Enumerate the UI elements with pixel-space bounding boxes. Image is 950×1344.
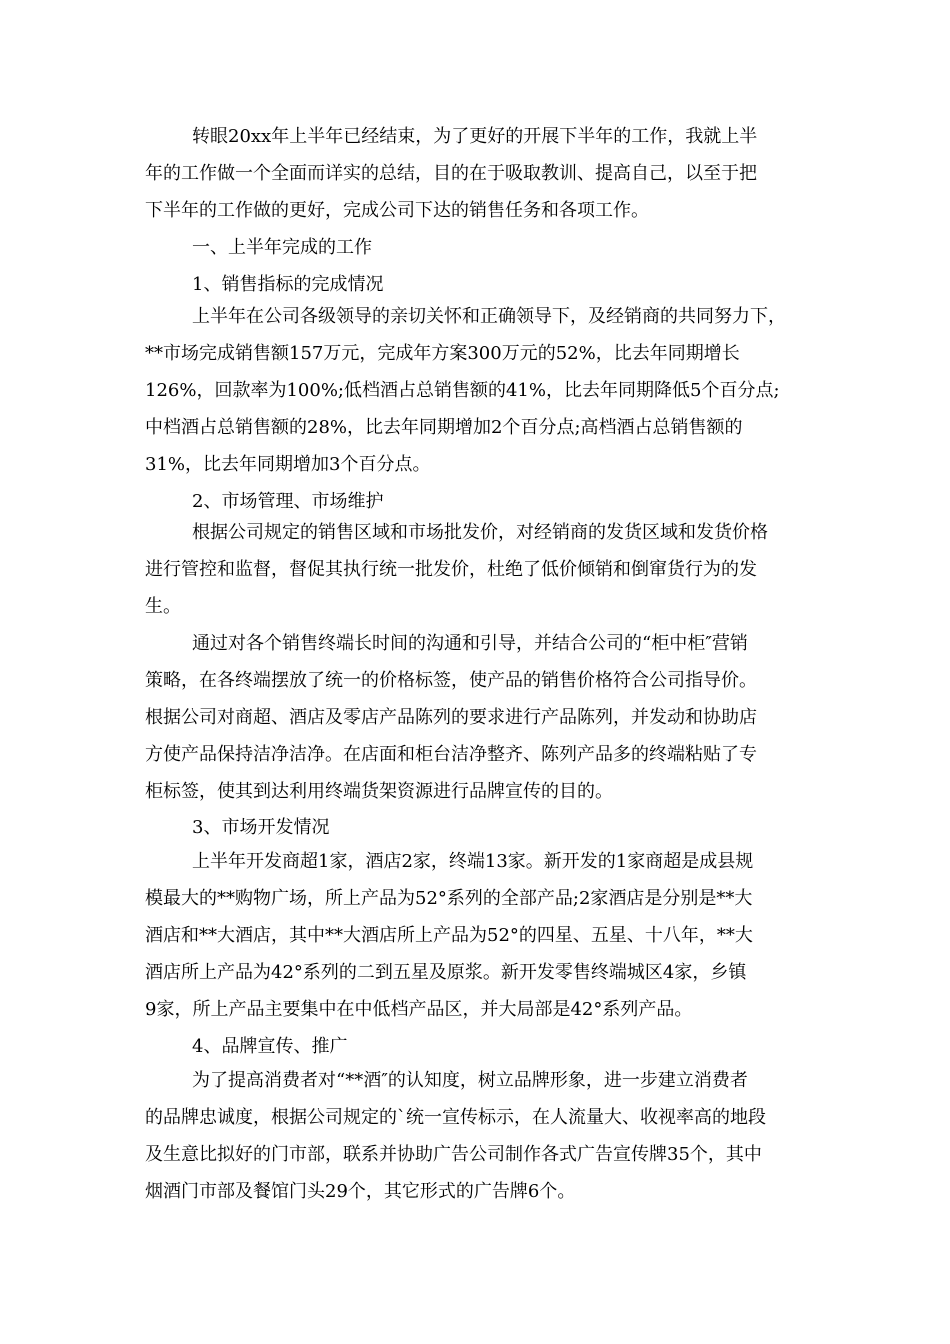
terminal-paragraph-line-3: 根据公司对商超、酒店及零店产品陈列的要求进行产品陈列，并发动和协助店 — [145, 707, 757, 728]
sales-paragraph-line-3: 126%，回款率为100%;低档酒占总销售额的41%，比去年同期降低5个百分点; — [145, 380, 780, 401]
development-paragraph-line-3: 酒店和**大酒店，其中**大酒店所上产品为52°的四星、五星、十八年，**大 — [145, 925, 753, 946]
subheading-market-management: 2、市场管理、市场维护 — [192, 491, 384, 512]
brand-paragraph-line-4: 烟酒门市部及餐馆门头29个，其它形式的广告牌6个。 — [145, 1181, 576, 1202]
terminal-paragraph-line-1: 通过对各个销售终端长时间的沟通和引导，并结合公司的“柜中柜″营销 — [192, 633, 748, 654]
sales-paragraph-line-5: 31%，比去年同期增加3个百分点。 — [145, 454, 431, 475]
sales-paragraph-line-2: **市场完成销售额157万元，完成年方案300万元的52%，比去年同期增长 — [145, 343, 740, 364]
brand-paragraph-line-1: 为了提高消费者对“**酒″的认知度，树立品牌形象，进一步建立消费者 — [192, 1070, 748, 1091]
terminal-paragraph-line-4: 方使产品保持洁净洁净。在店面和柜台洁净整齐、陈列产品多的终端粘贴了专 — [145, 744, 757, 765]
terminal-paragraph-line-5: 柜标签，使其到达利用终端货架资源进行品牌宣传的目的。 — [145, 781, 613, 802]
subheading-sales-targets: 1、销售指标的完成情况 — [192, 274, 384, 295]
terminal-paragraph-line-2: 策略，在各终端摆放了统一的价格标签，使产品的销售价格符合公司指导价。 — [145, 670, 757, 691]
intro-line-3: 下半年的工作做的更好，完成公司下达的销售任务和各项工作。 — [145, 200, 649, 221]
brand-paragraph-line-3: 及生意比拟好的门市部，联系并协助广告公司制作各式广告宣传牌35个，其中 — [145, 1144, 762, 1165]
market-paragraph-line-3: 生。 — [145, 596, 181, 617]
intro-line-1: 转眼20xx年上半年已经结束，为了更好的开展下半年的工作，我就上半 — [192, 126, 758, 147]
development-paragraph-line-4: 酒店所上产品为42°系列的二到五星及原浆。新开发零售终端城区4家，乡镇 — [145, 962, 747, 983]
intro-line-2: 年的工作做一个全面而详实的总结，目的在于吸取教训、提高自己，以至于把 — [145, 163, 757, 184]
brand-paragraph-line-2: 的品牌忠诚度，根据公司规定的`统一宣传标示，在人流量大、收视率高的地段 — [145, 1107, 766, 1128]
market-paragraph-line-1: 根据公司规定的销售区域和市场批发价，对经销商的发货区域和发货价格 — [192, 522, 768, 543]
sales-paragraph-line-1: 上半年在公司各级领导的亲切关怀和正确领导下，及经销商的共同努力下， — [192, 306, 786, 327]
market-paragraph-line-2: 进行管控和监督，督促其执行统一批发价，杜绝了低价倾销和倒窜货行为的发 — [145, 559, 757, 580]
subheading-market-development: 3、市场开发情况 — [192, 817, 330, 838]
development-paragraph-line-5: 9家，所上产品主要集中在中低档产品区，并大局部是42°系列产品。 — [145, 999, 693, 1020]
development-paragraph-line-2: 模最大的**购物广场，所上产品为52°系列的全部产品;2家酒店是分别是**大 — [145, 888, 753, 909]
sales-paragraph-line-4: 中档酒占总销售额的28%，比去年同期增加2个百分点;高档酒占总销售额的 — [145, 417, 743, 438]
development-paragraph-line-1: 上半年开发商超1家，酒店2家，终端13家。新开发的1家商超是成县规 — [192, 851, 754, 872]
section-heading-1: 一、上半年完成的工作 — [192, 237, 372, 258]
subheading-brand-promotion: 4、品牌宣传、推广 — [192, 1036, 348, 1057]
